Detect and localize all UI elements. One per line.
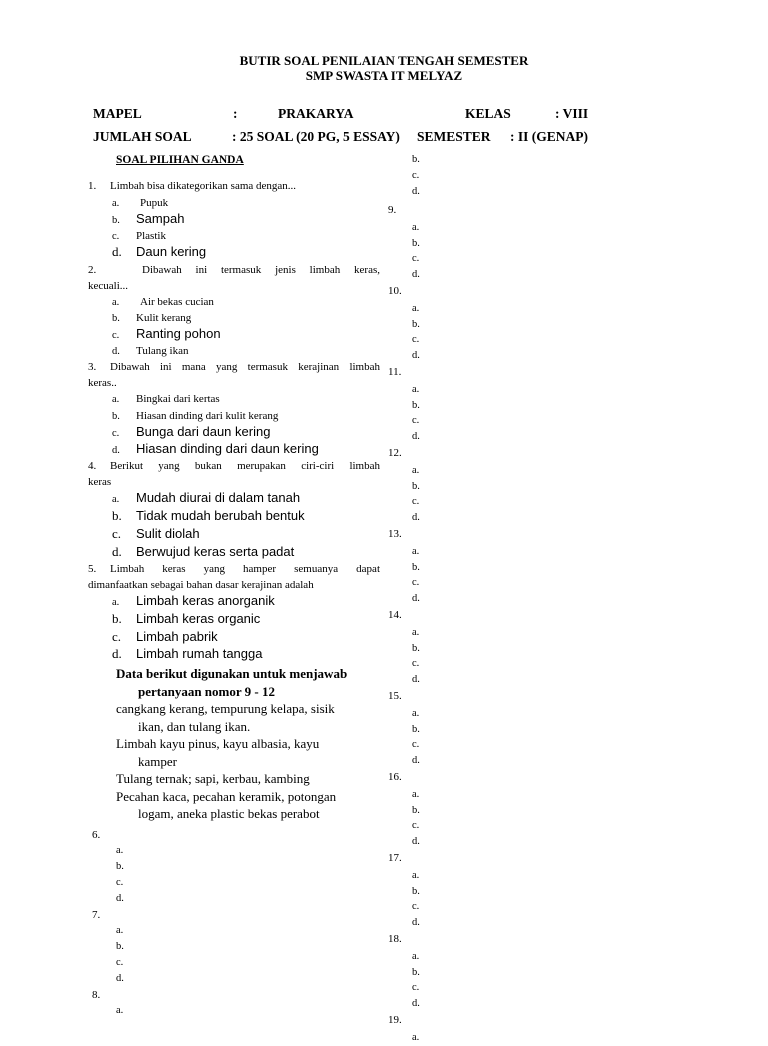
question-number: 18.	[388, 933, 402, 945]
question-number: 5.	[88, 563, 97, 575]
question-text: Dibawah ini mana yang termasuk kerajinan limbah	[110, 361, 380, 373]
data-item: Pecahan kaca, pecahan keramik, potongan	[116, 788, 337, 804]
mapel-value: PRAKARYA	[278, 106, 354, 121]
option: d.	[412, 268, 420, 280]
option: c.	[412, 415, 420, 426]
data-item: cangkang kerang, tempurung kelapa, sisik	[116, 701, 335, 716]
option: d. Limbah rumah tangga	[112, 646, 263, 661]
option: b. Tidak mudah berubah bentuk	[112, 508, 305, 523]
question-7	[88, 907, 380, 987]
option: c. Bunga dari daun kering	[112, 424, 271, 439]
option: d.	[412, 430, 420, 442]
data-item: ikan, dan tulang ikan.	[138, 718, 251, 734]
question-2	[88, 262, 380, 359]
option: b.	[412, 642, 420, 654]
option: b.	[412, 804, 420, 816]
option: b.	[116, 940, 124, 952]
question-8	[88, 987, 380, 1019]
question-number: 19.	[388, 1014, 402, 1026]
option: d.	[412, 835, 420, 847]
question-13	[388, 524, 508, 605]
option: b. Hiasan dinding dari kulit kerang	[112, 410, 279, 422]
question-6	[88, 827, 380, 907]
option: a. Pupuk	[112, 197, 169, 209]
option: b.	[412, 154, 420, 165]
question-18	[388, 929, 508, 1010]
mapel-colon: :	[233, 106, 238, 121]
option: d.	[116, 972, 124, 984]
option: b. Kulit kerang	[112, 312, 192, 324]
question-5	[88, 561, 380, 664]
option: b.	[412, 480, 420, 492]
option: a.	[116, 844, 124, 856]
question-number: 11.	[388, 366, 402, 378]
kelas-value: : VIII	[555, 106, 589, 121]
left-column	[88, 152, 380, 1019]
option: b. Sampah	[112, 211, 185, 226]
question-16	[388, 767, 508, 848]
question-4	[88, 458, 380, 561]
option: c.	[412, 820, 420, 831]
question-10	[388, 281, 508, 362]
option: c.	[412, 739, 420, 750]
document-title-line1: BUTIR SOAL PENILAIAN TENGAH SEMESTER	[239, 53, 529, 68]
option: d.	[412, 186, 420, 197]
jumlah-soal-value: : 25 SOAL (20 PG, 5 ESSAY)	[232, 129, 400, 144]
document-title-line2: SMP SWASTA IT MELYAZ	[305, 68, 463, 83]
option: a. Mudah diurai di dalam tanah	[112, 490, 301, 505]
question-number: 2.	[88, 264, 97, 276]
question-number: 16.	[388, 771, 402, 783]
data-item: Limbah kayu pinus, kayu albasia, kayu	[116, 736, 320, 751]
option: c. Sulit diolah	[112, 526, 200, 541]
jumlah-soal-label: JUMLAH SOAL	[93, 129, 192, 144]
kelas-label: KELAS	[465, 106, 511, 121]
question-number: 6.	[92, 828, 101, 841]
question-3	[88, 359, 380, 458]
option: a.	[412, 627, 420, 638]
option: a.	[412, 222, 420, 233]
option: d. Berwujud keras serta padat	[112, 544, 295, 559]
question-number: 15.	[388, 690, 402, 702]
option: a. Bingkai dari kertas	[112, 393, 220, 405]
question-8-continued	[388, 152, 508, 200]
option: a.	[412, 384, 420, 395]
option: c.	[412, 901, 420, 912]
question-text-cont: keras	[88, 476, 112, 488]
option: b.	[412, 237, 420, 249]
option: b.	[412, 966, 420, 978]
option: a.	[412, 870, 420, 881]
data-item: logam, aneka plastic bekas perabot	[138, 806, 320, 821]
option: c. Plastik	[112, 230, 166, 242]
question-text: Limbah bisa dikategorikan sama dengan...	[110, 180, 297, 192]
question-number: 12.	[388, 447, 402, 459]
question-number: 14.	[388, 609, 402, 621]
question-text: Limbah keras yang hamper semuanya dapat	[110, 563, 380, 575]
semester-label: SEMESTER	[417, 129, 491, 144]
option: d.	[412, 592, 420, 604]
question-number: 9.	[388, 204, 397, 216]
semester-value: : II (GENAP)	[510, 129, 588, 144]
question-number: 4.	[88, 460, 97, 472]
option: d.	[412, 997, 420, 1009]
mapel-label: MAPEL	[93, 106, 142, 121]
option: c. Limbah pabrik	[112, 629, 218, 644]
option: b. Limbah keras organic	[112, 611, 261, 626]
question-9	[388, 200, 508, 281]
data-item: Tulang ternak; sapi, kerbau, kambing	[116, 771, 310, 786]
option: c. Ranting pohon	[112, 326, 221, 341]
question-text: Berikut yang bukan merupakan ciri-ciri limbah	[110, 460, 380, 472]
right-question-list	[388, 200, 508, 1043]
question-text: Dibawah ini termasuk jenis limbah keras,	[142, 264, 380, 276]
data-block-heading: Data berikut digunakan untuk menjawab	[116, 666, 348, 681]
question-text-cont: dimanfaatkan sebagai bahan dasar kerajinan adalah	[88, 579, 314, 591]
question-14	[388, 605, 508, 686]
option: a.	[116, 1004, 124, 1016]
question-17	[388, 848, 508, 929]
option: d.	[412, 754, 420, 766]
option: a.	[412, 951, 420, 962]
option: c.	[412, 496, 420, 507]
option: d.	[412, 673, 420, 685]
option: d.	[412, 349, 420, 361]
data-item: kamper	[138, 753, 177, 769]
option: b.	[412, 399, 420, 411]
question-number: 13.	[388, 528, 402, 540]
option: d.	[116, 892, 124, 904]
option: b.	[116, 860, 124, 872]
option: d.	[412, 916, 420, 928]
question-text-cont: keras..	[88, 377, 117, 389]
option: a. Air bekas cucian	[112, 296, 214, 308]
question-number: 17.	[388, 852, 402, 864]
option: d. Daun kering	[112, 244, 207, 259]
option: a.	[116, 924, 124, 936]
option: b.	[412, 723, 420, 735]
option: a.	[412, 465, 420, 476]
question-number: 3.	[88, 361, 97, 373]
question-1	[88, 178, 380, 262]
question-12	[388, 443, 508, 524]
question-number: 1.	[88, 180, 97, 192]
option: c.	[412, 170, 420, 181]
option: d.	[412, 511, 420, 523]
option: b.	[412, 885, 420, 897]
option: a.	[412, 546, 420, 557]
option: d. Tulang ikan	[112, 345, 189, 357]
section-title: SOAL PILIHAN GANDA	[116, 154, 244, 166]
option: c.	[412, 253, 420, 264]
question-number: 10.	[388, 285, 402, 297]
option: c.	[412, 982, 420, 993]
option: c.	[116, 876, 124, 888]
option: c.	[116, 956, 124, 968]
option: b.	[412, 561, 420, 573]
option: a. Limbah keras anorganik	[112, 593, 275, 608]
question-number: 7.	[92, 908, 101, 921]
option: b.	[412, 318, 420, 330]
option: a.	[412, 303, 420, 314]
right-column	[388, 152, 508, 1043]
option: d. Hiasan dinding dari daun kering	[112, 441, 319, 456]
option: c.	[412, 577, 420, 588]
question-text-cont: kecuali...	[88, 280, 129, 292]
data-block-heading: pertanyaan nomor 9 - 12	[138, 683, 275, 699]
question-15	[388, 686, 508, 767]
option: a.	[412, 789, 420, 800]
option: a.	[412, 1032, 420, 1043]
question-number: 8.	[92, 988, 101, 1001]
question-11	[388, 362, 508, 443]
option: c.	[412, 658, 420, 669]
data-block	[88, 665, 380, 823]
question-19	[388, 1010, 508, 1043]
option: a.	[412, 708, 420, 719]
option: c.	[412, 334, 420, 345]
